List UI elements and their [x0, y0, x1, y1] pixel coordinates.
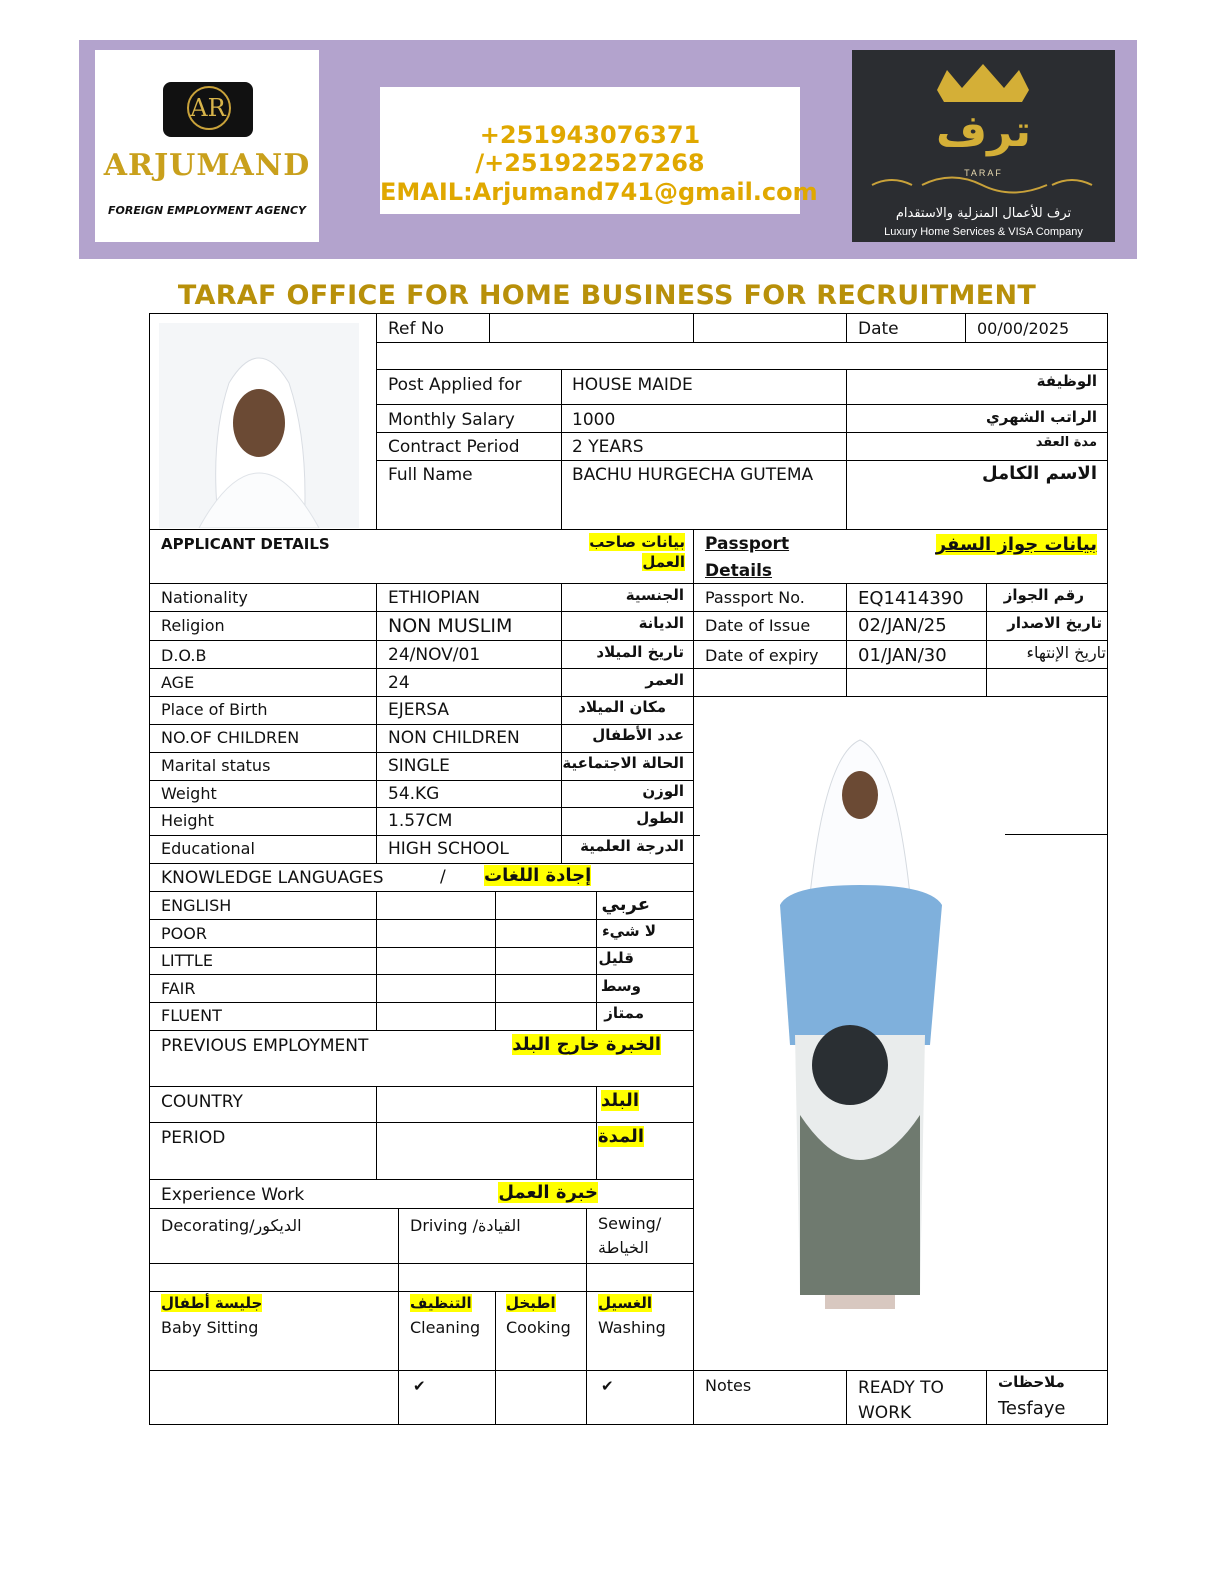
date-of-issue-ar: تاريخ الاصدار	[1007, 614, 1102, 632]
cooking-ar: اطبخل	[506, 1294, 556, 1312]
country-label: COUNTRY	[161, 1092, 243, 1112]
languages-slash: /	[440, 867, 446, 887]
place-of-birth-ar: مكان الميلاد	[578, 698, 666, 716]
nationality-value: ETHIOPIAN	[388, 588, 480, 608]
date-of-expiry-ar: تاريخ الإنتهاء	[1026, 643, 1106, 662]
dob-value: 24/NOV/01	[388, 645, 481, 665]
date-value: 00/00/2025	[977, 319, 1070, 338]
date-of-expiry-value: 01/JAN/30	[858, 645, 947, 666]
religion-value: NON MUSLIM	[388, 615, 513, 637]
applicant-full-body-photo	[770, 735, 950, 1315]
passport-heading-ar: بيانات جواز السفر	[935, 534, 1097, 555]
full-name-value: BACHU HURGECHA GUTEMA	[572, 465, 814, 485]
languages-heading-ar: إجادة اللغات	[484, 865, 592, 886]
taraf-tagline-en: Luxury Home Services & VISA Company	[884, 226, 1083, 238]
passport-heading: Passport	[705, 534, 790, 554]
education-label: Educational	[161, 839, 255, 858]
logo-name: ARJUMAND	[103, 148, 311, 183]
arjumand-logo	[95, 50, 319, 242]
taraf-logo	[852, 50, 1115, 242]
dob-label: D.O.B	[161, 646, 207, 665]
washing-check-icon: ✔	[601, 1377, 614, 1395]
page-title: TARAF OFFICE FOR HOME BUSINESS FOR RECRUITMENT	[177, 280, 1037, 311]
taraf-tagline-ar: ترف للأعمال المنزلية والاستقدام	[895, 206, 1072, 221]
phone-numbers: +251943076371 /+251922527268	[475, 121, 705, 177]
religion-ar: الديانة	[638, 614, 684, 632]
age-value: 24	[388, 673, 410, 693]
marital-status-label: Marital status	[161, 756, 271, 775]
marital-status-value: SINGLE	[388, 756, 450, 776]
agent-name: Tesfaye	[998, 1398, 1066, 1419]
children-ar: عدد الأطفال	[592, 726, 684, 744]
applicant-details-heading: APPLICANT DETAILS	[161, 535, 330, 553]
lang-little-label: LITTLE	[161, 951, 213, 970]
nationality-ar: الجنسية	[625, 586, 684, 604]
post-value: HOUSE MAIDE	[572, 375, 693, 395]
previous-employment-ar: الخبرة خارج البلد	[512, 1034, 661, 1055]
washing-label: Washing	[598, 1318, 666, 1337]
cleaning-ar: التنظيف	[410, 1294, 472, 1312]
baby-sitting-ar: جليسة أطفال	[161, 1294, 263, 1312]
sewing-label-ar: الخياطة	[598, 1238, 649, 1257]
place-of-birth-value: EJERSA	[388, 700, 450, 720]
children-label: NO.OF CHILDREN	[161, 728, 300, 747]
languages-heading: KNOWLEDGE LANGUAGES	[161, 868, 384, 888]
lang-english-label: ENGLISH	[161, 896, 232, 915]
experience-heading-ar: خبرة العمل	[498, 1182, 598, 1203]
nationality-label: Nationality	[161, 588, 248, 607]
lang-fair-ar: وسط	[600, 977, 641, 995]
contract-label: Contract Period	[388, 437, 520, 457]
age-label: AGE	[161, 673, 195, 692]
full-name-label-ar: الاسم الكامل	[981, 463, 1097, 484]
post-label-ar: الوظيفة	[1036, 372, 1097, 390]
age-ar: العمر	[645, 671, 684, 689]
lang-poor-ar: لا شيء	[602, 922, 656, 940]
logo-monogram: AR	[190, 94, 226, 122]
experience-heading: Experience Work	[161, 1185, 305, 1205]
taraf-name: TARAF	[964, 168, 1003, 178]
date-of-issue-value: 02/JAN/25	[858, 615, 947, 636]
passport-no-value: EQ1414390	[858, 588, 964, 609]
post-label: Post Applied for	[388, 375, 522, 395]
cleaning-label: Cleaning	[410, 1318, 481, 1337]
taraf-arabic-mark: ترف	[935, 106, 1031, 157]
contact-box	[380, 87, 818, 214]
driving-label: Driving /القيادة	[410, 1216, 521, 1235]
date-label: Date	[858, 319, 899, 339]
salary-label-ar: الراتب الشهري	[986, 408, 1097, 426]
notes-value: READY TO WORK	[858, 1378, 944, 1423]
date-of-issue-label: Date of Issue	[705, 616, 811, 635]
cooking-label: Cooking	[506, 1318, 571, 1337]
portrait-figure	[159, 323, 359, 528]
email-address: EMAIL:Arjumand741@gmail.com	[380, 178, 818, 206]
lang-fluent-label: FLUENT	[161, 1006, 222, 1025]
full-name-label: Full Name	[388, 465, 473, 485]
period-ar: المدة	[597, 1126, 644, 1147]
weight-ar: الوزن	[642, 782, 684, 800]
education-value: HIGH SCHOOL	[388, 839, 509, 859]
education-ar: الدرجة العلمية	[580, 837, 684, 855]
date-of-expiry-label: Date of expiry	[705, 646, 819, 665]
passport-no-ar: رقم الجواز	[1003, 586, 1084, 604]
weight-value: 54.KG	[388, 784, 440, 804]
lang-fair-label: FAIR	[161, 979, 196, 998]
passport-no-label: Passport No.	[705, 588, 805, 607]
decorating-label: Decorating/الديكور	[161, 1216, 302, 1235]
religion-label: Religion	[161, 616, 225, 635]
height-label: Height	[161, 811, 214, 830]
sewing-label: Sewing/	[598, 1214, 662, 1233]
country-ar: البلد	[600, 1090, 639, 1111]
passport-heading-2: Details	[705, 561, 773, 581]
weight-label: Weight	[161, 784, 217, 803]
height-value: 1.57CM	[388, 811, 453, 831]
children-value: NON CHILDREN	[388, 728, 520, 748]
applicant-portrait-photo	[159, 323, 359, 528]
cleaning-check-icon: ✔	[413, 1377, 426, 1395]
salary-label: Monthly Salary	[388, 410, 515, 430]
contract-value: 2 YEARS	[572, 437, 644, 457]
baby-sitting-label: Baby Sitting	[161, 1318, 259, 1337]
logo-subtitle: FOREIGN EMPLOYMENT AGENCY	[108, 204, 306, 217]
lang-poor-label: POOR	[161, 924, 207, 943]
height-ar: الطول	[636, 809, 684, 827]
contract-label-ar: مدة العقد	[1035, 435, 1097, 450]
previous-employment-heading: PREVIOUS EMPLOYMENT	[161, 1036, 369, 1056]
notes-label: Notes	[705, 1376, 752, 1395]
washing-ar: الغسيل	[598, 1294, 653, 1312]
salary-value: 1000	[572, 410, 616, 430]
ref-no-label: Ref No	[388, 319, 445, 339]
notes-ar: ملاحظات	[998, 1373, 1065, 1391]
full-body-figure	[770, 735, 950, 1315]
lang-arabic-label: عربي	[601, 894, 650, 915]
lang-little-ar: قليل	[598, 949, 634, 967]
marital-status-ar: الحالة الاجتماعية	[562, 754, 684, 772]
period-label: PERIOD	[161, 1128, 226, 1148]
place-of-birth-label: Place of Birth	[161, 700, 268, 719]
dob-ar: تاريخ الميلاد	[596, 643, 684, 661]
lang-fluent-ar: ممتاز	[604, 1004, 644, 1022]
applicant-details-heading-ar: بيانات صاحب العمل	[589, 533, 685, 572]
